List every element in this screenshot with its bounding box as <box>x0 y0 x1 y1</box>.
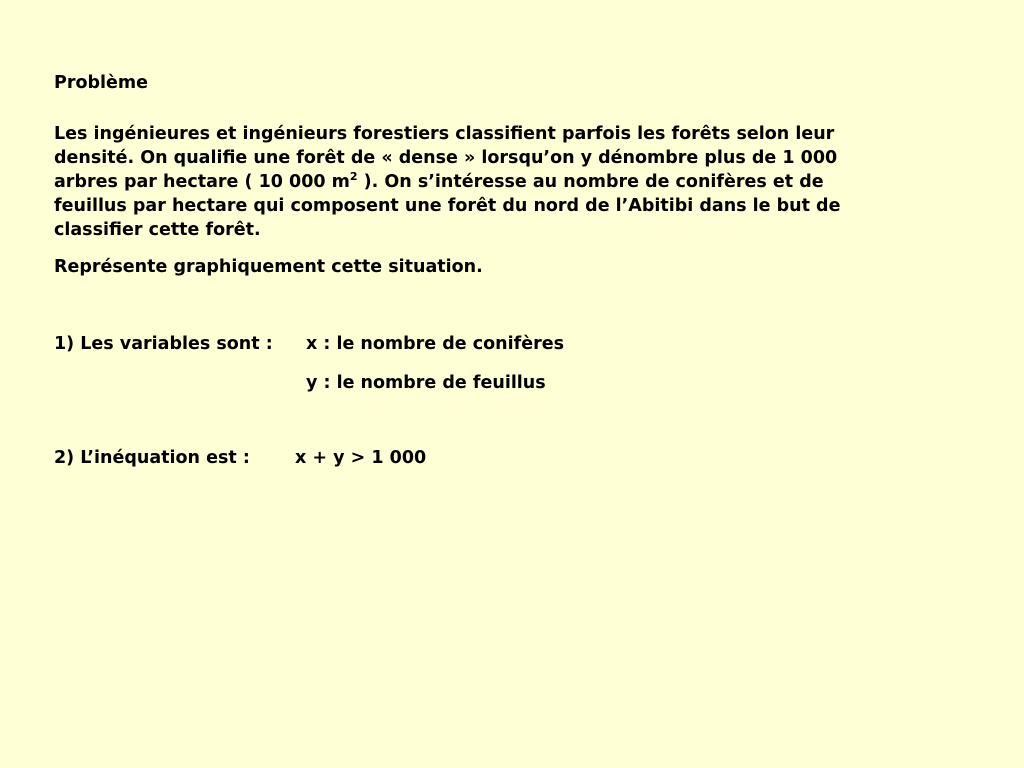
superscript-exponent: 2 <box>349 170 358 183</box>
variables-label: 1) Les variables sont : <box>54 334 273 354</box>
statement-line-end: ). On s’intéresse au nombre de conifères et de <box>357 172 824 192</box>
variable-x: x : le nombre de conifères <box>306 334 565 354</box>
statement-line-start: arbres par hectare ( 10 000 m <box>54 172 350 192</box>
statement-line: feuillus par hectare qui composent une forêt du nord de l’Abitibi dans le but de <box>54 196 841 216</box>
statement-line: classifier cette forêt. <box>54 220 261 240</box>
statement-line: Les ingénieures et ingénieurs forestiers classifient parfois les forêts selon leur <box>54 124 835 144</box>
problem-statement <box>54 122 934 242</box>
inequation: x + y > 1 000 <box>295 448 427 468</box>
statement-line: densité. On qualifie une forêt de « dense » lorsqu’on y dénombre plus de 1 000 <box>54 148 838 168</box>
problem-title: Problème <box>54 73 148 93</box>
inequation-label: 2) L’inéquation est : <box>54 448 250 468</box>
variable-y: y : le nombre de feuillus <box>306 373 546 393</box>
instruction: Représente graphiquement cette situation. <box>54 257 483 277</box>
statement-line <box>54 170 934 194</box>
